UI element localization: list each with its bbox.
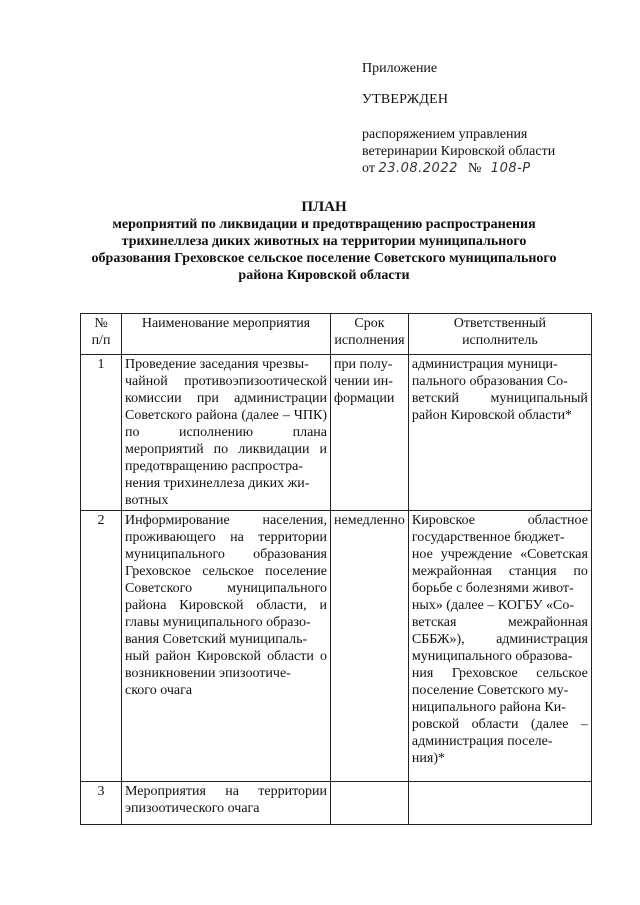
order-number: 108-Р [490, 161, 531, 176]
plan-table [80, 313, 592, 825]
table-row [81, 355, 592, 511]
row-name: Информирование населения, проживающего на территории муниципального образования Греховское сельское поселение Советского муниципального района Кировской области, и главы муниципального образо- вания Советский муниципаль- ный район Кировской области о возникновении эпизоотиче- ского очага [122, 511, 331, 782]
table-row [81, 511, 592, 782]
appendix-label: Приложение [362, 61, 438, 76]
header-term: Срок исполнения [331, 314, 409, 355]
order-line-1: распоряжением управления [362, 127, 528, 142]
order-line-2: ветеринарии Кировской области [362, 144, 556, 159]
row-responsible [408, 782, 591, 825]
document-title [90, 199, 558, 284]
order-number-label: № [467, 161, 482, 176]
header-responsible: Ответственный исполнитель [408, 314, 591, 355]
row-term: немедленно [331, 511, 409, 782]
header-name: Наименование мероприятия [122, 314, 331, 355]
row-term: при полу- чении ин- формации [331, 355, 409, 511]
approved-label: УТВЕРЖДЕН [362, 92, 449, 107]
plan-subtitle: мероприятий по ликвидации и предотвращению распространения трихинеллеза диких животных на территории муниципального образования Греховское сельское поселение Советского муниципального района Кировской области [91, 217, 557, 283]
row-responsible: Кировское областное государственное бюджет- ное учреждение «Советская межрайонная станция по борьбе с болезнями живот- ных» (далее – КОГБУ «Со- ветская межрайонная СББЖ»), администрация муниципального образова- ния Греховское сельское поселение Советского му- ниципального района Ки- ровской области (далее – администрация поселе- ния)* [408, 511, 591, 782]
row-num: 1 [81, 355, 122, 511]
row-name: Мероприятия на территории эпизоотического очага [122, 782, 331, 825]
row-responsible: администрация муници- пального образования Со- ветский муниципальный район Кировской области* [408, 355, 591, 511]
plan-title: ПЛАН [301, 199, 347, 215]
row-num: 3 [81, 782, 122, 825]
order-date: 23.08.2022 [378, 161, 458, 176]
order-date-number [362, 160, 531, 177]
row-name: Проведение заседания чрезвы- чайной противоэпизоотической комиссии при администрации Советского района (далее – ЧПК) по исполнению плана мероприятий по ликвидации и предотвращению распростра- нения трихинеллеза диких жи- вотных [122, 355, 331, 511]
table-row [81, 782, 592, 825]
header-num: № п/п [81, 314, 122, 355]
row-num: 2 [81, 511, 122, 782]
row-term [331, 782, 409, 825]
order-from-label: от [362, 161, 375, 176]
table-header-row [81, 314, 592, 355]
